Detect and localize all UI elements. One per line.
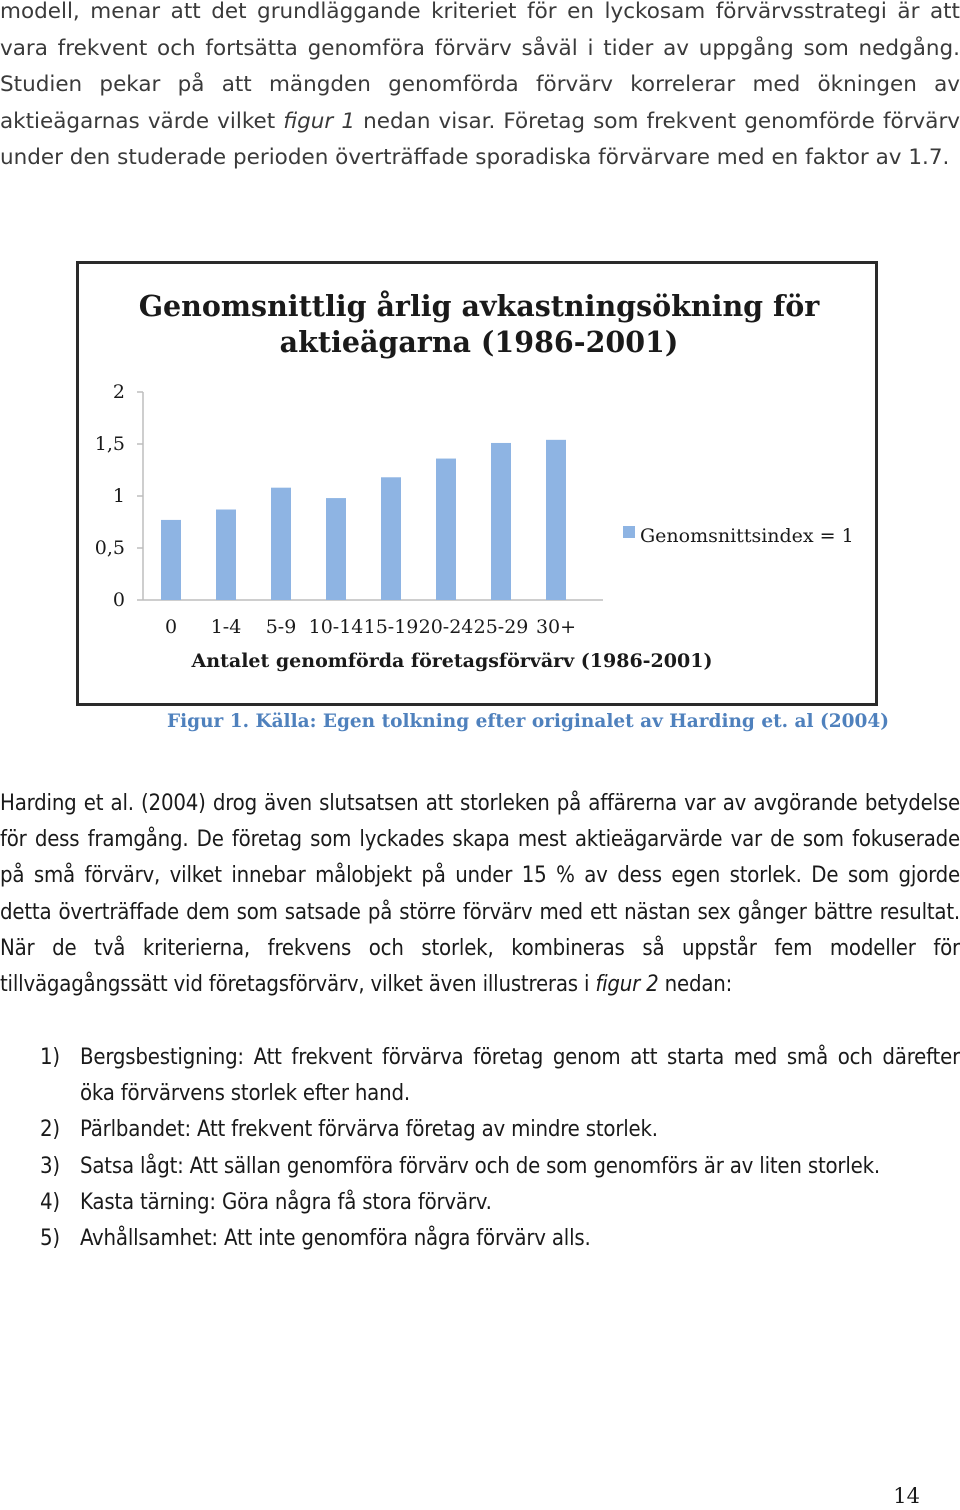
legend-label: Genomsnittsindex = 1	[640, 525, 854, 547]
chart-title-line-2: aktieägarna (1986-2001)	[279, 325, 679, 359]
x-tick-label: 1-4	[210, 616, 242, 638]
chart-frame	[76, 261, 878, 706]
y-tick-label: 1	[112, 485, 125, 507]
body-figure-ref: figur 2	[595, 972, 659, 998]
body-paragraph	[0, 786, 960, 1003]
list-item	[0, 1221, 960, 1257]
body-text-2: nedan:	[658, 972, 733, 998]
x-tick-label: 20-24	[418, 616, 474, 638]
x-tick-label: 0	[164, 616, 178, 638]
body-text-1: Harding et al. (2004) drog även slutsatsen att storleken på affärerna var av avgörande betydelse för dess framgång. De företag som lyckades skapa mest aktieägarvärde var de som fokuserade på små förvärv, vilket innebar målobjekt på under 15 % av dess egen storlek. De som gjorde detta överträffade dem som satsade på större förvärv med ett nästan sex gånger bättre resultat. När de två kriterierna, frekvens och storlek, kombineras så uppstår fem modeller för tillvägagångssätt vid företagsförvärv, vilket även illustreras i	[0, 791, 960, 998]
list-item-number: 3)	[40, 1153, 60, 1179]
bar-10-14	[326, 498, 346, 600]
intro-text-1: modell, menar att det grundläggande kriteriet för en lyckosam förvärvsstrategi är att vara frekvent och fortsätta genomföra förvärv såväl i tider av uppgång som nedgång. Studien pekar på att mängden genomförda förvärv korrelerar med ökningen av aktieägarnas värde vilket	[0, 0, 960, 134]
y-tick-label: 2	[112, 381, 125, 403]
list-item-text: Avhållsamhet: Att inte genomföra några förvärv alls.	[80, 1226, 591, 1252]
bar-chart	[79, 264, 875, 703]
x-tick-label: 10-14	[308, 616, 364, 638]
y-tick-label: 1,5	[94, 433, 125, 455]
list-item-number: 1)	[40, 1045, 60, 1070]
list-item-text: Pärlbandet: Att frekvent förvärva företag av mindre storlek.	[80, 1117, 658, 1143]
list-item-number: 5)	[40, 1226, 60, 1252]
intro-paragraph	[0, 0, 960, 177]
list-item-text: Satsa lågt: Att sällan genomföra förvärv och de som genomförs är av liten storlek.	[80, 1153, 880, 1179]
bar-0	[161, 520, 181, 600]
list-item	[0, 1149, 960, 1185]
x-tick-label: 5-9	[265, 616, 297, 638]
bar-1-4	[216, 510, 236, 600]
chart-title-line-1: Genomsnittlig årlig avkastningsökning för	[138, 289, 820, 323]
list-item	[0, 1112, 960, 1148]
list-item-number: 4)	[40, 1189, 60, 1215]
y-tick-group	[95, 381, 143, 611]
bar-25-29	[491, 443, 511, 600]
x-tick-label: 25-29	[473, 616, 529, 638]
x-tick-group	[165, 616, 576, 638]
y-tick-label: 0,5	[94, 537, 125, 559]
x-axis-label: Antalet genomförda företagsförvärv (1986-2001)	[191, 650, 713, 672]
bar-5-9	[271, 488, 291, 600]
intro-figure-ref: figur 1	[283, 108, 356, 134]
intro-text-2: nedan visar. Företag som frekvent genomförde förvärv under den studerade perioden överträffade sporadiska förvärvare med en faktor av 1.7.	[0, 108, 960, 170]
model-list	[0, 1040, 960, 1257]
bar-15-19	[381, 477, 401, 600]
bar-30+	[546, 440, 566, 600]
figure-caption: Figur 1. Källa: Egen tolkning efter originalet av Harding et. al (2004)	[167, 711, 889, 732]
x-tick-label: 30+	[535, 616, 577, 638]
list-item-number: 2)	[40, 1117, 60, 1143]
y-tick-label: 0	[112, 589, 125, 611]
bar-group	[161, 440, 566, 600]
list-item	[0, 1185, 960, 1221]
legend-swatch	[623, 526, 635, 538]
list-item	[0, 1040, 960, 1112]
list-item-text: Kasta tärning: Göra några få stora förvärv.	[80, 1189, 492, 1215]
list-item-text: Bergsbestigning: Att frekvent förvärva företag genom att starta med små och därefter öka förvärvens storlek efter hand.	[80, 1045, 960, 1107]
x-tick-label: 15-19	[363, 616, 419, 638]
bar-20-24	[436, 459, 456, 600]
page-number: 14	[893, 1484, 920, 1508]
